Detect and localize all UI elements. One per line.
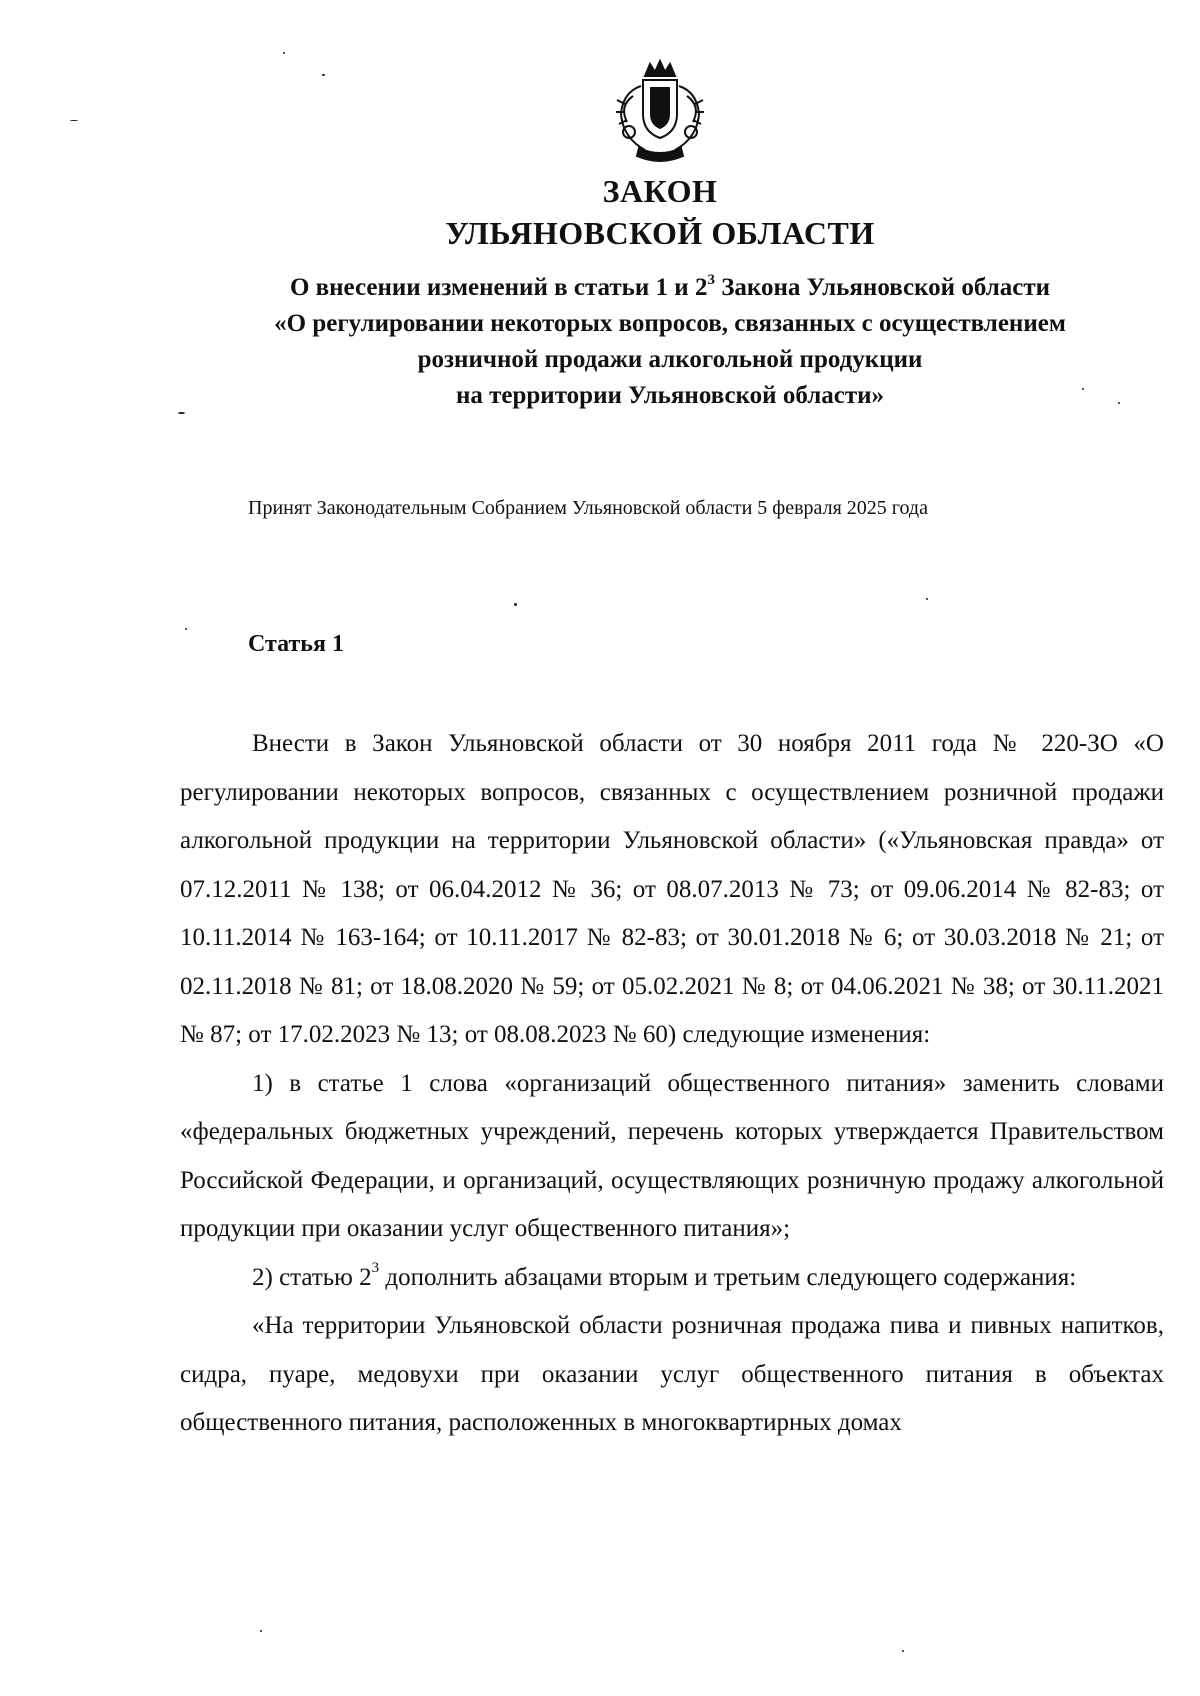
article-item-1: 1) в статье 1 слова «организаций общественного питания» заменить словами «федеральных бюджетных учреждений, перечень которых утверждается Правительством Российской Федерации, и организаций, осуществляющих розничную продажу алкогольной продукции при оказании услуг общественного питания»;: [180, 1069, 1164, 1242]
scan-speck: [283, 52, 285, 54]
title-line-1-text: О внесении изменений в статьи 1 и 2: [289, 274, 708, 301]
scan-speck: [926, 598, 928, 600]
region-name: УЛЬЯНОВСКОЙ ОБЛАСТИ: [445, 215, 875, 251]
item-2-rest: дополнить абзацами вторым и третьим следующего содержания:: [379, 1263, 1077, 1291]
title-line-3: розничной продажи алкогольной продукции: [417, 346, 923, 373]
law-heading: [0, 170, 1200, 254]
scan-speck: [902, 1650, 904, 1652]
scan-speck: [514, 603, 517, 606]
title-line-2: «О регулировании некоторых вопросов, связанных с осуществлением: [274, 310, 1066, 337]
coat-of-arms-icon: [605, 56, 715, 166]
scan-speck: [322, 74, 325, 76]
law-title: [170, 270, 1170, 414]
title-line-4: на территории Ульяновской области»: [455, 382, 885, 409]
scan-speck: [1082, 388, 1084, 390]
title-line-1-rest: Закона Ульяновской области: [714, 274, 1051, 301]
article-heading: Статья 1: [248, 631, 344, 657]
adoption-note: Принят Законодательным Собранием Ульяновской области 5 февраля 2025 года: [248, 497, 928, 519]
scan-speck: [1118, 402, 1120, 404]
article-item-2: [180, 1254, 1164, 1303]
article-intro-paragraph: Внести в Закон Ульяновской области от 30 ноября 2011 года № 220-ЗО «О регулировании некоторых вопросов, связанных с осуществлением розничной продажи алкогольной продукции на территории Ульяновской области» («Ульяновская правда» от 07.12.2011 № 138; от 06.04.2012 № 36; от 08.07.2013 № 73; от 09.06.2014 № 82-83; от 10.11.2014 № 163-164; от 10.11.2017 № 82-83; от 30.01.2018 № 6; от 30.03.2018 № 21; от 02.11.2018 № 81; от 18.08.2020 № 59; от 05.02.2021 № 8; от 04.06.2021 № 38; от 30.11.2021 № 87; от 17.02.2023 № 13; от 08.08.2023 № 60) следующие изменения:: [180, 730, 1164, 1048]
scan-speck: [260, 1630, 262, 1632]
title-line-1: [170, 270, 1170, 306]
quoted-paragraph: «На территории Ульяновской области розничная продажа пива и пивных напитков, сидра, пуаре, медовухи при оказании услуг общественного питания в объектах общественного питания, расположенных в многоквартирных домах: [180, 1312, 1164, 1436]
scan-speck: [178, 412, 185, 414]
law-word: ЗАКОН: [602, 173, 718, 209]
scan-speck: [185, 628, 187, 630]
item-2-text: 2) статью 2: [252, 1263, 372, 1291]
title-superscript: 3: [707, 271, 715, 288]
article-body: [180, 720, 1164, 1448]
scan-speck: [70, 120, 78, 121]
item-2-superscript: 3: [371, 1260, 380, 1277]
